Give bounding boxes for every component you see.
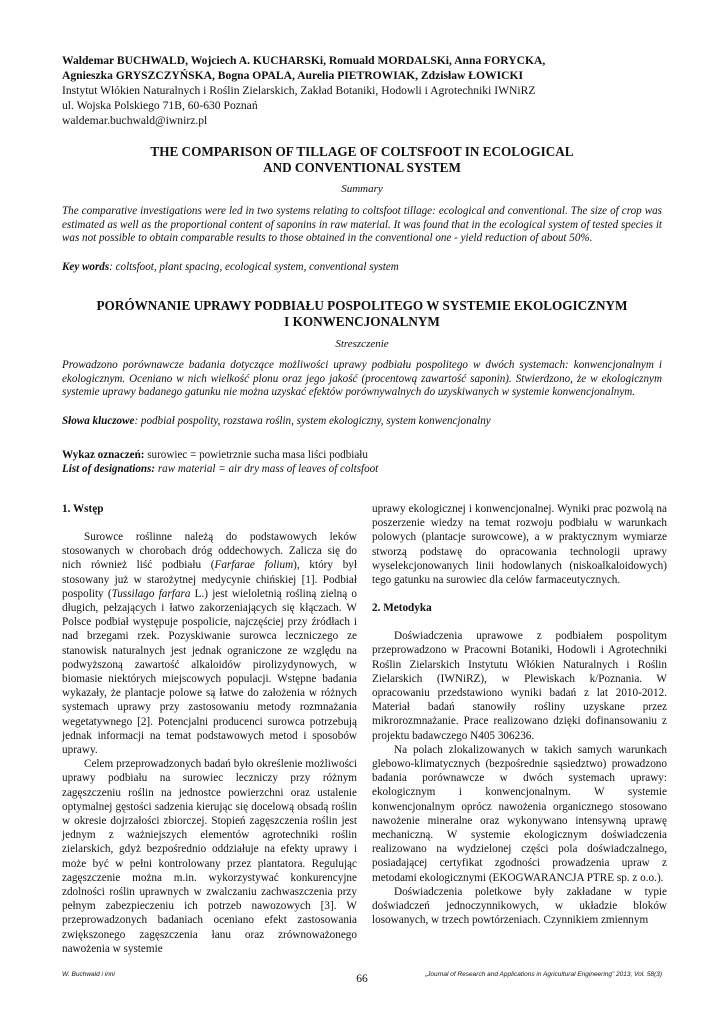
authors-line-2: Agnieszka GRYSZCZYŃSKA, Bogna OPALA, Aurelia PIETROWIAK, Zdzisław ŁOWICKI: [62, 69, 524, 82]
streszczenie-label: Streszczenie: [335, 338, 389, 350]
english-title-line-1: THE COMPARISON OF TILLAGE OF COLTSFOOT IN ECOLOGICAL: [150, 144, 574, 159]
english-summary: The comparative investigations were led in two systems relating to coltsfoot tillage: ecological and conventional. The size of crop was estimated as well as the proportional content of saponins in raw material. It was found that in the ecological system of tested species it was not possible to obtain comparable results to those obtained in the conventional one - yield reduction of about 50%.: [62, 205, 662, 245]
authors-line-1: Waldemar BUCHWALD, Wojciech A. KUCHARSKi, Romuald MORDALSKi, Anna FORYCKA,: [62, 54, 546, 67]
section-1-heading: 1. Wstęp: [62, 503, 104, 515]
section-1-continuation: uprawy ekologicznej i konwencjonalnej. Wyniki prac pozwolą na poszerzenie wiedzy na temat rozwoju podbiału w warunkach polowych (plantacje surowcowe), a w praktycznym wymiarze stworzą podstawę do opracowania technologii uprawy wyselekcjonowanych linii hodowlanych (niskoalkaloidowych) tego gatunku na surowiec dla celów farmaceutycznych.: [372, 503, 667, 587]
email: waldemar.buchwald@iwnirz.pl: [62, 114, 208, 127]
address: ul. Wojska Polskiego 71B, 60-630 Poznań: [62, 99, 258, 112]
page-number: 66: [356, 973, 368, 985]
polish-keywords: Słowa kluczowe: podbiał pospolity, rozstawa roślin, system ekologiczny, system konwencjonalny: [62, 415, 491, 427]
section-1-paragraph-2: Celem przeprowadzonych badań było określenie możliwości uprawy podbiału na surowiec leczniczy przy różnym zagęszczeniu roślin na jednostce powierzchni oraz ustalenie optymalnej gęstości sadzenia kierując się docelową obsadą roślin w okresie dojrzałości zbiorczej. Stopień zagęszczenia roślin jest jednym z ważniejszych elementów agrotechniki roślin zielarskich, gdyż bezpośrednio oddziałuje na efekty uprawy i może być w pełni kontrolowany przez plantatora. Regulując zagęszczenie można m.in. wykorzystywać konkurencyjne zdolności roślin uprawnych w zwalczaniu zachwaszczenia przy pełnym zabezpieczeniu ich potrzeb nawozowych [3]. W przeprowadzonych badaniach oceniano efekt zastosowania zwiększonego zagęszczenia łanu oraz zrównoważonego nawożenia w systemie: [62, 758, 357, 955]
designations-pl: Wykaz oznaczeń: surowiec = powietrznie sucha masa liści podbiału: [62, 449, 368, 461]
summary-label: Summary: [341, 183, 383, 195]
english-title-line-2: AND CONVENTIONAL SYSTEM: [263, 160, 461, 175]
polish-title-line-1: PORÓWNANIE UPRAWY PODBIAŁU POSPOLITEGO W SYSTEMIE EKOLOGICZNYM: [96, 298, 628, 313]
author-block: [62, 53, 672, 128]
english-title: [62, 144, 662, 176]
right-column: [372, 502, 667, 927]
section-2-paragraph-1: Doświadczenia uprawowe z podbiałem pospolitym przeprowadzono w Pracowni Botaniki, Hodowli i Agrotechniki Roślin Zielarskich Instytutu Włókien Naturalnych i Roślin Zielarskich (IWNiRZ), w Plewiskach k/Poznania. W opracowaniu przedstawiono wyniki badań z lat 2010-2012. Materiał badań stanowiły rośliny uzyskane przez mikrorozmnażanie. Prace realizowano dzięki dofinansowaniu z projektu badawczego N405 306236.: [372, 630, 667, 742]
section-1-paragraph-1: Surowce roślinne należą do podstawowych leków stosowanych w chorobach dróg oddechowych. Zalicza się do nich również liść podbiału (Farfarae folium), który był stosowany już w starożytnej medycynie chińskiej [1]. Podbiał pospolity (Tussilago farfara L.) jest wieloletnią rośliną zielną o długich, pełzających i łatwo zakorzeniających się kłączach. W Polsce podbiał występuje pospolicie, najczęściej przy źródłach i nad brzegami rzek. Pozyskiwanie surowca leczniczego ze stanowisk naturalnych jest jednak ograniczone ze względu na podwyższoną zawartość alkaloidów pirolizydynowych, w biomasie niektórych miejscowych populacji. Wstępne badania wykazały, że plantacje polowe są łatwe do założenia w różnych systemach uprawy przy zastosowaniu metody rozmnażania wegetatywnego [2]. Potencjalni producenci surowca potrzebują jednak informacji na temat podstawowych metod i sposobów uprawy.: [62, 531, 358, 757]
english-keywords: Key words: coltsfoot, plant spacing, ecological system, conventional system: [62, 261, 399, 273]
affiliation: Instytut Włókien Naturalnych i Roślin Zielarskich, Zakład Botaniki, Hodowli i Agrotechniki IWNiRZ: [62, 84, 536, 97]
section-2-heading: 2. Metodyka: [372, 602, 432, 615]
left-column: [62, 502, 357, 956]
polish-title-line-2: I KONWENCJONALNYM: [284, 314, 440, 329]
polish-title: [62, 298, 662, 330]
section-2-paragraph-2: Na polach zlokalizowanych w takich samych warunkach glebowo-klimatycznych (bezpośrednie sąsiedztwo) prowadzono badania porównawcze w dwóch systemach uprawy: ekologicznym i konwencjonalnym. W systemie konwencjonalnym oprócz nawożenia organicznego stosowano nawożenie mineralne oraz wykonywano intensywną uprawę mechaniczną. W systemie ekologicznym doświadczenia realizowano na wydzielonej części pola doświadczalnego, posiadającej certyfikat zgodności prowadzenia upraw z metodami ekologicznymi (EKOGWARANCJA PTRE sp. z o.o.).: [372, 743, 667, 884]
section-2-paragraph-3: Doświadczenia poletkowe były zakładane w typie doświadczeń jednoczynnikowych, w układzie bloków losowanych, w trzech powtórzeniach. Czynnikiem zmiennym: [372, 885, 667, 927]
footer-authors: W. Buchwald i inni: [62, 971, 115, 978]
footer-journal: „Journal of Research and Applications in Agricultural Engineering” 2013, Vol. 58(3): [424, 971, 662, 978]
polish-summary: Prowadzono porównawcze badania dotyczące możliwości uprawy podbiału pospolitego w dwóch systemach: konwencjonalnym i ekologicznym. Oceniano w nich wielkość plonu oraz jego jakość (procentową zawartość saponin). Stwierdzono, że w ekologicznym systemie uprawy badanego gatunku nie można uzyskać efektów porównywalnych do uzyskiwanych w systemie konwencjonalnym.: [62, 359, 662, 399]
designations-en: List of designations: raw material = air dry mass of leaves of coltsfoot: [62, 463, 379, 475]
